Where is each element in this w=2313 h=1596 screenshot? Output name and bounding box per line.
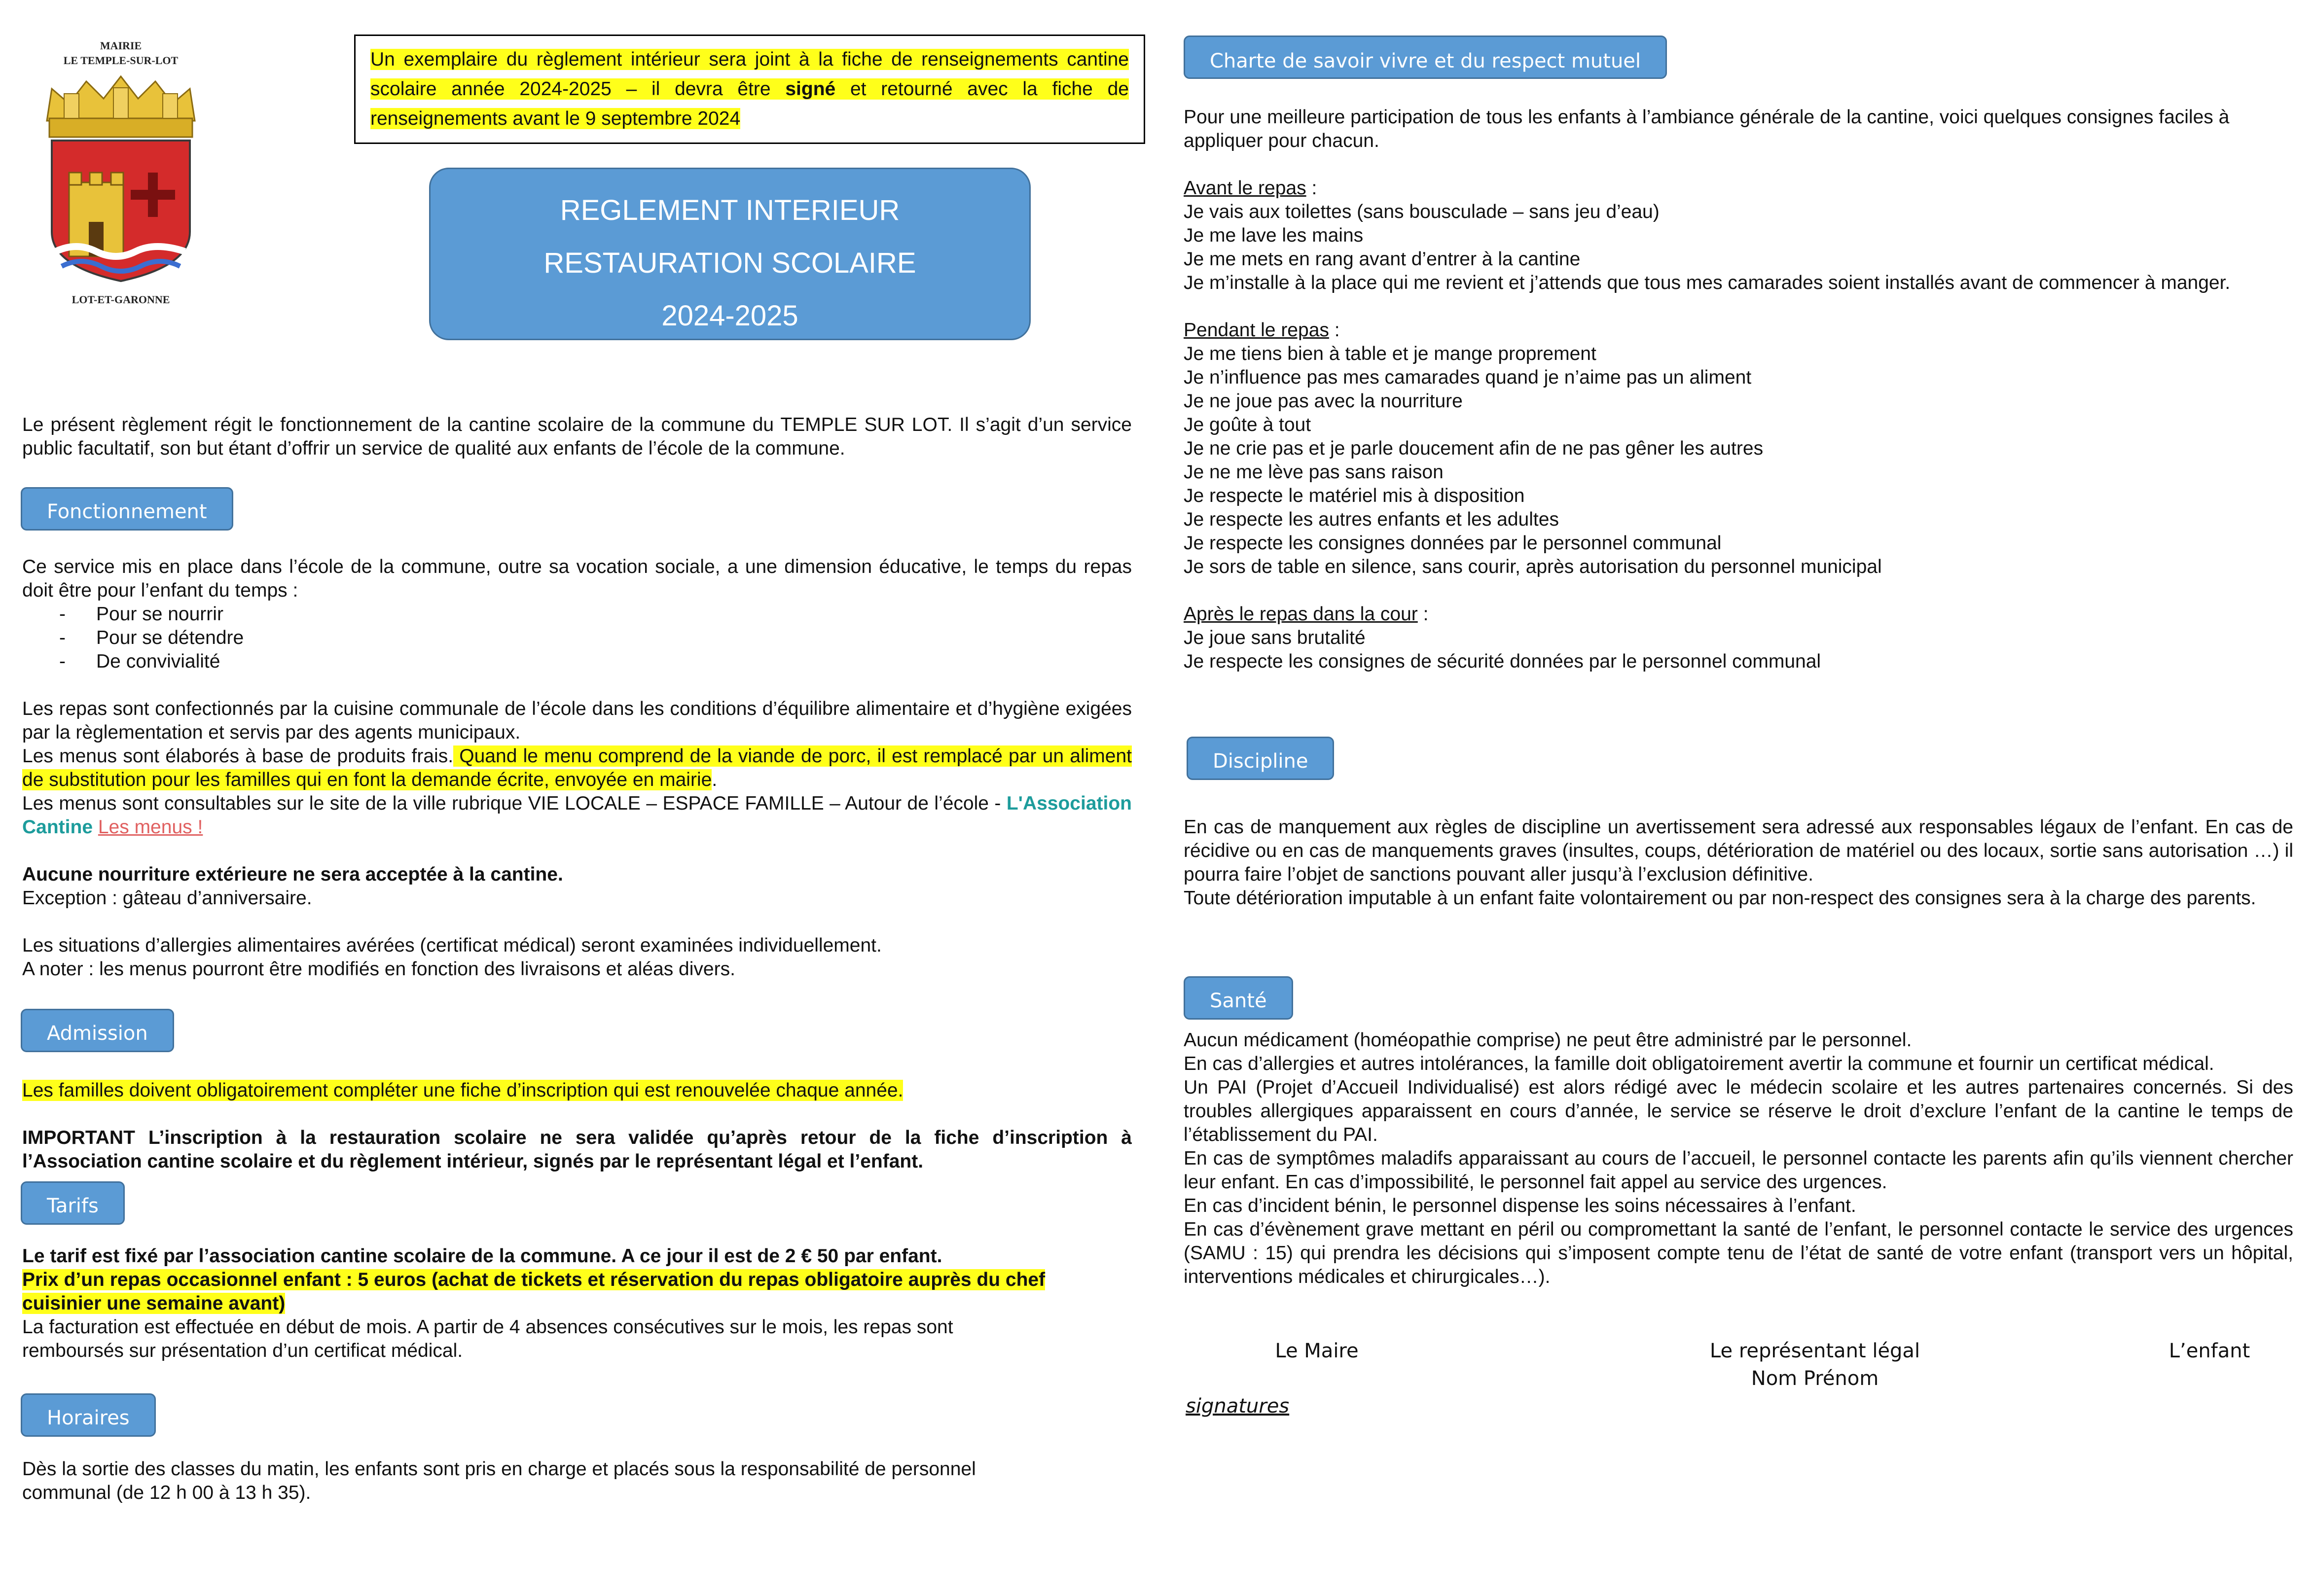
section-sante: Santé (1184, 976, 1293, 1020)
sante-p2: En cas d’allergies et autres intolérances, la famille doit obligatoirement avertir la commune et fournir un certificat médical. (1184, 1053, 2214, 1074)
list-item: - Pour se détendre (22, 626, 1132, 650)
list-item: Je me mets en rang avant d’entrer à la cantine (1184, 248, 1581, 270)
intro-paragraph: Le présent règlement régit le fonctionnement de la cantine scolaire de la commune du TEMPLE SUR LOT. Il s’agit d’un service public facultatif, son but étant d’offrir un service de qualité aux enfants de l’école de la commune. (22, 414, 1132, 459)
list-item: Je me lave les mains (1184, 225, 1364, 246)
list-item: Je respecte les consignes de sécurité données par le personnel communal (1184, 651, 1821, 672)
list-item: Je respecte le matériel mis à disposition (1184, 485, 1525, 506)
title-line2: RESTAURATION SCOLAIRE (543, 247, 916, 279)
list-item: Je ne crie pas et je parle doucement afin de ne pas gêner les autres (1184, 438, 1764, 459)
discipline-p1: En cas de manquement aux règles de discipline un avertissement sera adressé aux responsables légaux de l’enfant. En cas de récidive ou en cas de manquements graves (insultes, coups, détérioration de matériel ou des locaux, sortie sans autorisation …) il pourra faire l’objet de sanctions pouvant aller jusqu’à l’exclusion définitive. (1184, 816, 2293, 885)
list-item: Je ne me lève pas sans raison (1184, 461, 1444, 483)
tarifs-p1: Le tarif est fixé par l’association cantine scolaire de la commune. A ce jour il est de 2 € 50 par enfant. (22, 1245, 942, 1267)
tarifs-body (22, 1244, 1132, 1363)
town-crest-logo (22, 35, 219, 311)
list-item: Je n’influence pas mes camarades quand je n’aime pas un aliment (1184, 367, 1752, 388)
notice-part1: Un exemplaire du règlement intérieur sera joint à la fiche de renseignements cantine scolaire année 2024-2025 – il devra être (370, 49, 1129, 100)
page-title-box (429, 168, 1031, 340)
section-horaires: Horaires (21, 1393, 156, 1437)
signature-nom-prenom: Nom Prénom (1751, 1367, 1879, 1390)
fonctionnement-p7: A noter : les menus pourront être modifiés en fonction des livraisons et aléas divers. (22, 958, 735, 980)
logo-top-line1: MAIRIE (100, 39, 142, 52)
discipline-p2: Toute détérioration imputable à un enfant faite volontairement ou par non-respect des consignes sera à la charge des parents. (1184, 887, 2256, 909)
title-line3: 2024-2025 (661, 300, 798, 332)
avant-title: Avant le repas (1184, 177, 1306, 199)
fonctionnement-p5: Exception : gâteau d’anniversaire. (22, 887, 312, 909)
admission-body (22, 1079, 1132, 1173)
association-cantine-text: L'Association Cantine (22, 793, 1132, 838)
menus-link[interactable]: Les menus ! (98, 816, 203, 838)
sante-p1: Aucun médicament (homéopathie comprise) ne peut être administré par le personnel. (1184, 1029, 1912, 1051)
list-item: Je sors de table en silence, sans courir, après autorisation du personnel municipal (1184, 556, 1882, 577)
section-fonctionnement: Fonctionnement (21, 487, 233, 531)
signature-maire: Le Maire (1275, 1340, 1359, 1362)
list-item: - Pour se nourrir (22, 603, 1132, 626)
sante-p3: Un PAI (Projet d’Accueil Individualisé) est alors rédigé avec le médecin scolaire et les autres partenaires concernés. Si des troubles allergiques apparaissent en cours d’année, le service se réserve le droit d’exclure l’enfant de la cantine le temps de l’établissement du PAI. (1184, 1077, 2293, 1145)
section-discipline: Discipline (1187, 737, 1334, 780)
horaires-p1: Dès la sortie des classes du matin, les enfants sont pris en charge et placés sous la responsabilité de personnel communal (de 12 h 00 à 13 h 35). (22, 1458, 976, 1503)
signatures-label: signatures (1186, 1395, 1290, 1418)
list-item: Je m’installe à la place qui me revient et j’attends que tous mes camarades soient installés avant de commencer à manger. (1184, 272, 2231, 293)
admission-p2: IMPORTANT L’inscription à la restauration scolaire ne sera validée qu’après retour de la fiche d’inscription à l’Association cantine scolaire et du règlement intérieur, signés par le représentant légal et l’enfant. (22, 1127, 1132, 1172)
fonctionnement-body (22, 555, 1132, 981)
fonctionnement-p6: Les situations d’allergies alimentaires avérées (certificat médical) seront examinées individuellement. (22, 935, 882, 956)
tarifs-p2: Prix d’un repas occasionnel enfant : 5 euros (achat de tickets et réservation du repas obligatoire auprès du chef cuisinier une semaine avant) (22, 1269, 1046, 1314)
list-item: Je joue sans brutalité (1184, 627, 1366, 648)
signature-enfant: L’enfant (2168, 1340, 2250, 1362)
sante-body (1184, 1029, 2293, 1289)
sante-p5: En cas d’incident bénin, le personnel dispense les soins nécessaires à l’enfant. (1184, 1195, 1856, 1216)
fonctionnement-p5-bold: Aucune nourriture extérieure ne sera acceptée à la cantine. (22, 864, 563, 885)
section-charte: Charte de savoir vivre et du respect mutuel (1184, 35, 1667, 79)
section-tarifs: Tarifs (21, 1181, 125, 1225)
fonctionnement-p4: Les menus sont consultables sur le site de la ville rubrique VIE LOCALE – ESPACE FAMILLE – Autour de l’école - L'Association Cantine Les menus ! (22, 793, 1132, 838)
sante-p6: En cas d’évènement grave mettant en péril ou compromettant la santé de l’enfant, le personnel contacte le service des urgences (SAMU : 15) qui prendra les décisions qui s’imposent compte tenu de l’état de santé de votre enfant (transport vers un hôpital, interventions médicales et chirurgicales…). (1184, 1219, 2293, 1287)
signature-representant-label: Le représentant légal (1709, 1340, 1920, 1362)
list-item: - De convivialité (22, 650, 1132, 674)
list-item: Je goûte à tout (1184, 414, 1311, 435)
signature-representant (1677, 1337, 1953, 1392)
list-item: Je me tiens bien à table et je mange proprement (1184, 343, 1596, 364)
section-admission: Admission (21, 1009, 174, 1052)
fonctionnement-p3: Les menus sont élaborés à base de produits frais. Quand le menu comprend de la viande de porc, il est remplacé par un aliment de substitution pour les familles qui en font la demande écrite, envoyée en mairie. (22, 745, 1132, 790)
fonctionnement-p1: Ce service mis en place dans l’école de la commune, outre sa vocation sociale, a une dimension éducative, le temps du repas doit être pour l’enfant du temps : (22, 556, 1132, 601)
tarifs-p3: La facturation est effectuée en début de mois. A partir de 4 absences consécutives sur le mois, les repas sont remboursés sur présentation d’un certificat médical. (22, 1316, 953, 1361)
fonctionnement-list (22, 603, 1132, 674)
discipline-body (1184, 816, 2293, 910)
list-item: Je ne joue pas avec la nourriture (1184, 390, 1463, 412)
list-item: Je vais aux toilettes (sans bousculade – sans jeu d’eau) (1184, 201, 1660, 222)
list-item: Je respecte les consignes données par le personnel communal (1184, 532, 1722, 554)
title-line1: REGLEMENT INTERIEUR (560, 194, 900, 226)
apres-title: Après le repas dans la cour (1184, 603, 1418, 625)
notice-box (354, 35, 1145, 144)
notice-bold: signé (785, 78, 836, 100)
notice-part2: et retourné avec la fiche de renseignements avant le 9 septembre 2024 (370, 78, 1129, 129)
pendant-title: Pendant le repas (1184, 319, 1329, 341)
logo-top-line2: LE TEMPLE-SUR-LOT (63, 54, 179, 67)
fonctionnement-p2: Les repas sont confectionnés par la cuisine communale de l’école dans les conditions d’équilibre alimentaire et d’hygiène exigées par la règlementation et servis par des agents municipaux. (22, 698, 1132, 743)
charte-body: Pour une meilleure participation de tous les enfants à l’ambiance générale de la cantine, voici quelques consignes faciles à appliquer pour chacun. Avant le repas : Je vais aux toilettes (sans bousculade – sans jeu d’eau) Je me lave les mains Je me mets en rang avant d’entrer à la cantine Je m’installe à la place qui me revient et j’attends que tous mes camarades soient installés avant de commencer à manger. Pendant le repas : Je me tiens bien à table et je mange proprement Je n’influence pas mes camarades quand je n’aime pas un aliment Je ne joue pas avec la nourriture Je goûte à tout Je ne crie pas et je parle doucement afin de ne pas gêner les autres Je ne me lève pas sans raison Je respecte le matériel mis à disposition Je respecte les autres enfants et les adultes Je respecte les consignes données par le personnel communal Je sors de table en silence, sans courir, après autorisation du personnel municipal Après le repas dans la cour : Je joue sans brutalité Je respecte les consignes de sécurité données par le personnel communal (1184, 106, 2293, 674)
charte-intro: Pour une meilleure participation de tous les enfants à l’ambiance générale de la cantine, voici quelques consignes faciles à appliquer pour chacun. (1184, 106, 2230, 151)
crest-image (22, 35, 219, 311)
admission-p1: Les familles doivent obligatoirement compléter une fiche d’inscription qui est renouvelée chaque année. (22, 1080, 904, 1101)
list-item: Je respecte les autres enfants et les adultes (1184, 509, 1559, 530)
sante-p4: En cas de symptômes maladifs apparaissant au cours de l’accueil, le personnel contacte les parents afin qu’ils viennent chercher leur enfant. En cas d’impossibilité, le personnel fait appel au service des urgences. (1184, 1148, 2293, 1193)
logo-bottom: LOT-ET-GARONNE (72, 293, 170, 306)
